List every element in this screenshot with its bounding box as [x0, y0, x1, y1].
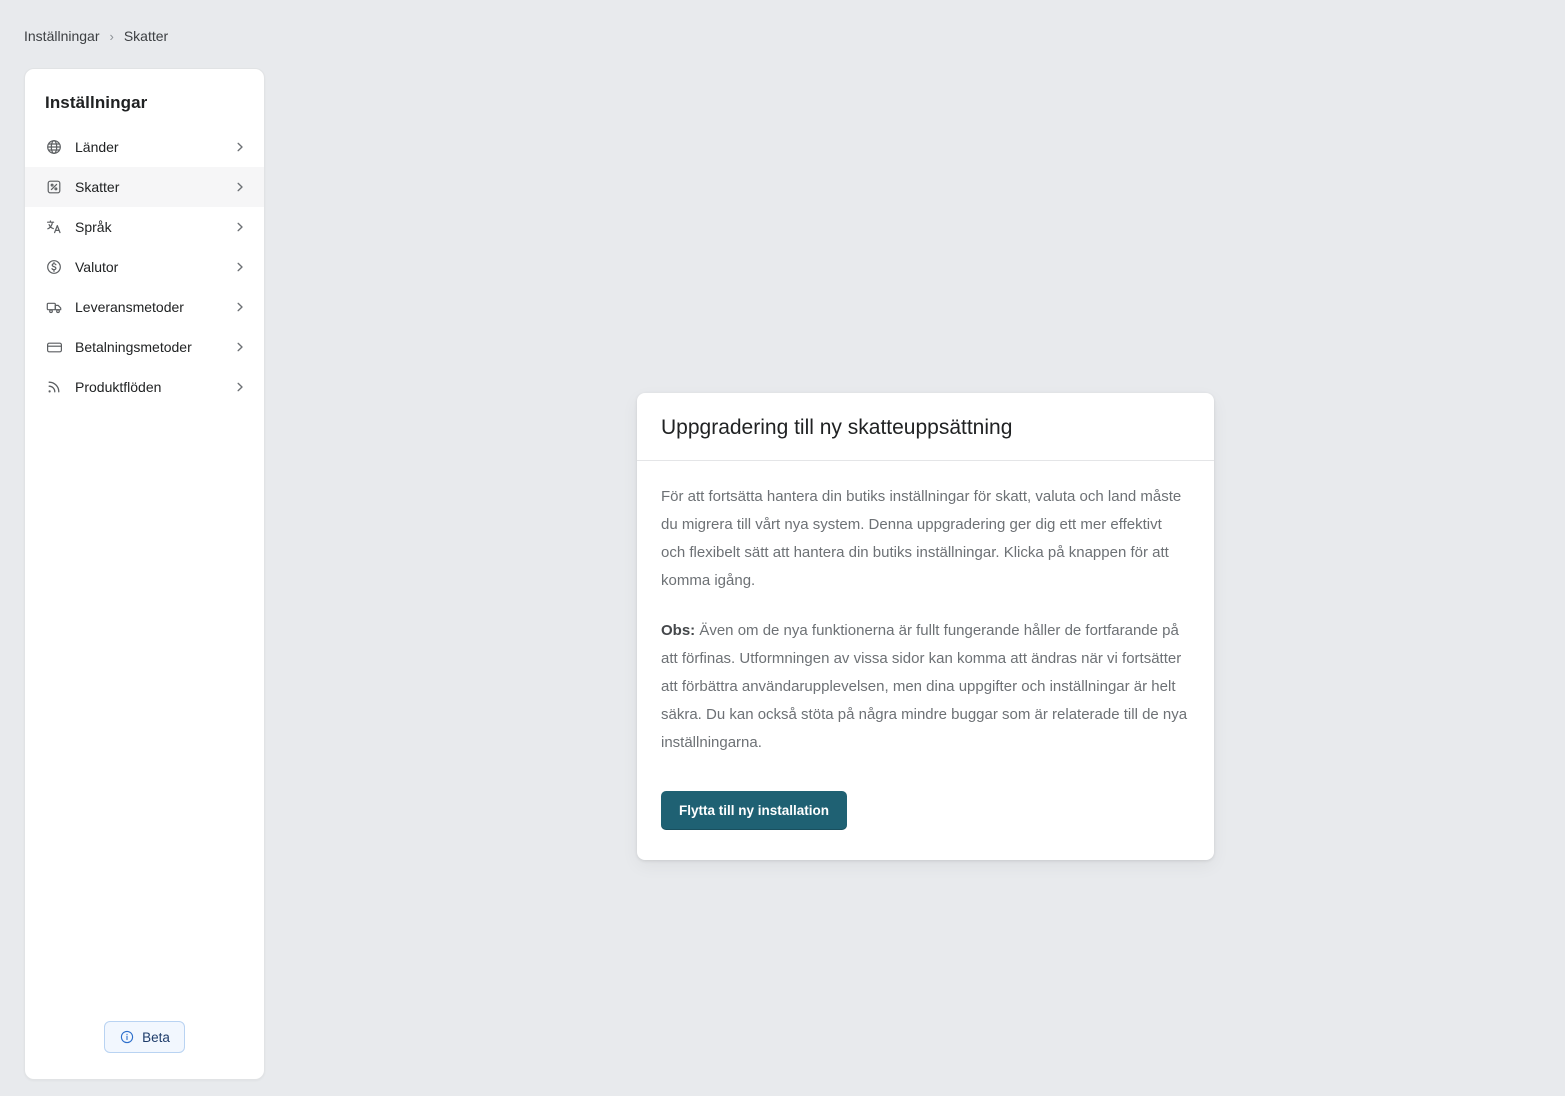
breadcrumb-parent[interactable]: Inställningar [24, 28, 100, 44]
rss-feed-icon [45, 378, 63, 396]
chevron-right-icon [232, 299, 248, 315]
currency-dollar-icon [45, 258, 63, 276]
sidebar-item-label: Betalningsmetoder [75, 339, 192, 355]
breadcrumb-separator-icon: › [109, 28, 114, 44]
upgrade-card [637, 393, 1214, 860]
chevron-right-icon [232, 179, 248, 195]
tax-checkbox-icon [45, 178, 63, 196]
chevron-right-icon [232, 219, 248, 235]
upgrade-card-header [637, 393, 1214, 461]
upgrade-description: För att fortsätta hantera din butiks inställningar för skatt, valuta och land måste du migrera till vårt nya system. Denna uppgradering ger dig ett mer effektivt och flexibelt sätt att hantera din butiks inställningar. Klicka på knappen för att komma igång. [661, 488, 1182, 590]
breadcrumb [0, 0, 1565, 54]
delivery-truck-icon [45, 298, 63, 316]
sidebar-title: Inställningar [45, 93, 148, 112]
translate-icon [45, 218, 63, 236]
page-layout [0, 54, 1565, 1096]
sidebar-spacer [25, 407, 264, 1021]
settings-sidebar [24, 68, 265, 1080]
upgrade-note-label: Obs: [661, 622, 696, 640]
upgrade-note [661, 617, 1190, 757]
sidebar-item-label: Produktflöden [75, 379, 162, 395]
beta-badge-label: Beta [142, 1029, 170, 1045]
upgrade-cta-wrap [661, 757, 1190, 830]
sidebar-item-lander[interactable] [25, 127, 264, 167]
chevron-right-icon [232, 139, 248, 155]
sidebar-item-produktfloden[interactable] [25, 367, 264, 407]
sidebar-item-valutor[interactable] [25, 247, 264, 287]
chevron-right-icon [232, 379, 248, 395]
chevron-right-icon [232, 339, 248, 355]
sidebar-item-label: Språk [75, 219, 112, 235]
info-icon [119, 1030, 134, 1045]
sidebar-item-label: Valutor [75, 259, 119, 275]
sidebar-item-leveransmetoder[interactable] [25, 287, 264, 327]
sidebar-item-sprak[interactable] [25, 207, 264, 247]
chevron-right-icon [232, 259, 248, 275]
sidebar-nav [25, 127, 264, 407]
page-title: Uppgradering till ny skatteuppsättning [661, 416, 1013, 439]
upgrade-card-body [637, 461, 1214, 860]
breadcrumb-current: Skatter [123, 28, 169, 44]
upgrade-note-text: Även om de nya funktionerna är fullt fungerande håller de fortfarande på att förfinas. Utformningen av vissa sidor kan komma att ändras när vi fortsätter att förbättra användarupplevelsen, men dina uppgifter och inställningar är helt säkra. Du kan också stöta på några mindre buggar som är relaterade till de nya inställningarna. [661, 622, 1188, 752]
sidebar-item-label: Leveransmetoder [75, 299, 184, 315]
sidebar-footer [25, 1021, 264, 1079]
sidebar-item-betalningsmetoder[interactable] [25, 327, 264, 367]
globe-icon [45, 138, 63, 156]
credit-card-icon [45, 338, 63, 356]
sidebar-item-label: Skatter [75, 179, 120, 195]
sidebar-item-label: Länder [75, 139, 119, 155]
beta-badge[interactable] [104, 1021, 185, 1053]
move-to-new-installation-button[interactable]: Flytta till ny installation [661, 791, 847, 830]
sidebar-item-skatter[interactable] [25, 167, 264, 207]
